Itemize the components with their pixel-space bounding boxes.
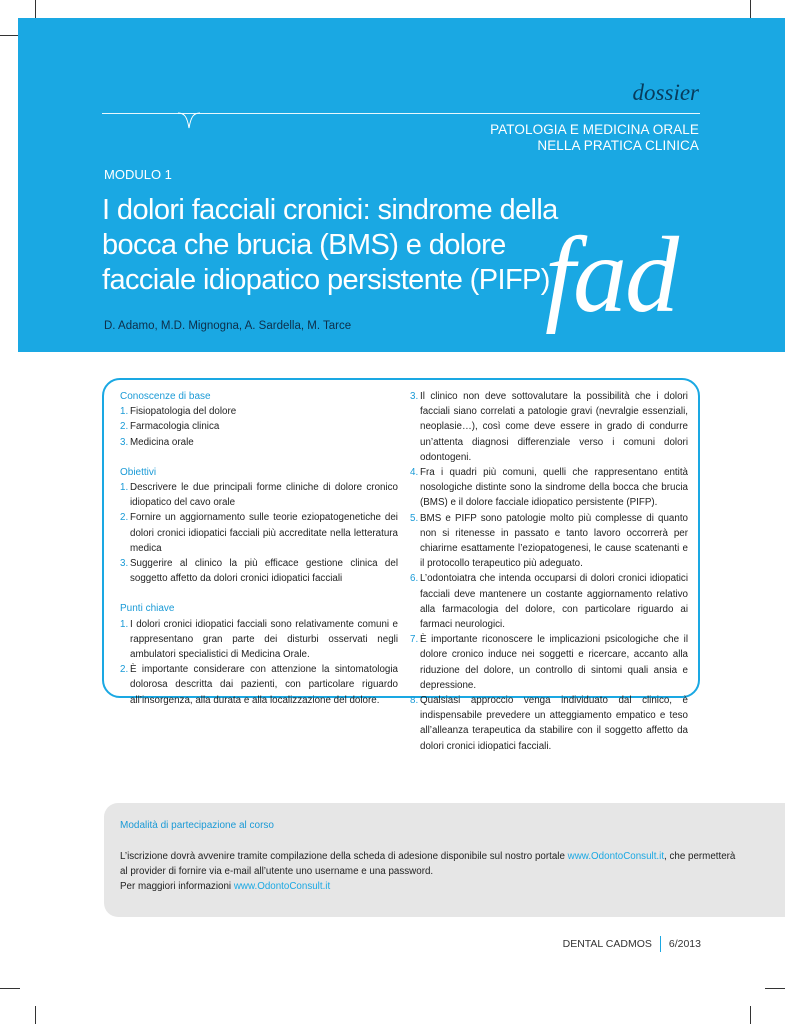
section-conoscenze	[120, 389, 398, 450]
item-number: 7.	[410, 634, 419, 646]
item-text: I dolori cronici idiopatici facciali sono relativamente comuni e rappresentano gran parte dei disturbi osservati negli ambulatori specialistici di Medicina Orale.	[130, 618, 398, 661]
item-number: 3.	[120, 558, 129, 570]
list-item	[120, 556, 398, 586]
journal-issue: 6/2013	[668, 938, 701, 950]
chevron-down-icon	[178, 108, 200, 130]
item-number: 2.	[120, 512, 129, 524]
rubric-line: NELLA PRATICA CLINICA	[537, 138, 699, 153]
section-obiettivi	[120, 465, 398, 587]
item-text: Medicina orale	[130, 436, 194, 448]
list-item	[410, 511, 688, 572]
authors: D. Adamo, M.D. Mignogna, A. Sardella, M. Tarce	[104, 320, 352, 332]
participation-line	[120, 879, 740, 894]
list-item	[120, 510, 398, 556]
item-text: BMS e PIFP sono patologie molto più complesse di quanto non si ritenesse in passato e tanto lavoro occorrerà per chiarirne esattamente l’eziopatogenesi, le cause scatenanti e il protocollo terapeutico più adeguato.	[420, 512, 688, 570]
list-item	[120, 404, 398, 419]
participation-title: Modalità di partecipazione al corso	[120, 820, 274, 831]
list-item	[120, 419, 398, 434]
crop-mark	[765, 988, 785, 989]
journal-separator	[660, 936, 661, 952]
participation-text	[120, 849, 740, 895]
odontoconsult-link[interactable]: www.OdontoConsult.it	[567, 851, 665, 862]
journal-footer	[563, 936, 701, 952]
item-number: 4.	[410, 467, 419, 479]
item-number: 5.	[410, 512, 419, 524]
item-number: 2.	[120, 664, 129, 676]
list-item	[410, 571, 688, 632]
item-number: 1.	[120, 482, 129, 494]
item-number: 8.	[410, 695, 419, 707]
title-line: I dolori facciali cronici: sindrome della	[102, 194, 558, 226]
item-text: Suggerire al clinico la più efficace gestione clinica del soggetto affetto da dolori cronici idiopatici facciali	[130, 558, 398, 585]
item-number: 1.	[120, 406, 129, 418]
participation-text-segment: L’iscrizione dovrà avvenire tramite compilazione della scheda di adesione disponibile sul nostro portale	[120, 851, 568, 862]
summary-right-column	[410, 389, 688, 754]
crop-mark	[750, 0, 751, 18]
item-number: 3.	[410, 391, 419, 402]
item-text: Fra i quadri più comuni, quelli che rappresentano entità nosologiche distinte sono la sindrome della bocca che brucia (BMS) e il dolore facciale idiopatico persistente (PIFP).	[420, 467, 688, 509]
list-item	[410, 389, 688, 465]
crop-mark	[0, 988, 20, 989]
title-line: facciale idiopatico persistente (PIFP)	[102, 264, 550, 296]
fad-logo: fad	[545, 216, 678, 335]
section-punti-chiave	[120, 601, 398, 707]
journal-name: DENTAL CADMOS	[562, 938, 652, 950]
list-item	[120, 617, 398, 663]
item-text: Fornire un aggiornamento sulle teorie eziopatogenetiche dei dolori cronici idiopatici facciali più accreditate nella letteratura medica	[130, 512, 398, 554]
participation-text-segment: Per maggiori informazioni	[120, 881, 234, 893]
module-label: MODULO 1	[104, 167, 172, 182]
list-item	[410, 632, 688, 693]
list-item	[410, 465, 688, 511]
item-number: 2.	[120, 421, 129, 433]
participation-line: al provider di fornire via e-mail all’utente uno username e una password.	[120, 866, 434, 878]
crop-mark	[750, 1006, 751, 1024]
section-label: dossier	[632, 80, 699, 105]
list-item	[120, 662, 398, 708]
summary-left-column	[120, 389, 398, 723]
list-item	[120, 480, 398, 510]
rubric-heading	[490, 122, 699, 154]
item-text: È importante riconoscere le implicazioni psicologiche che il dolore cronico induce nei soggetti e ricercare, accanto alla riduzione del dolore, un controllo di sintomi quali ansia e depressione.	[420, 634, 688, 691]
list-item	[410, 693, 688, 754]
article-title	[102, 193, 572, 298]
odontoconsult-link[interactable]: www.OdontoConsult.it	[233, 881, 331, 893]
section-title: Conoscenze di base	[120, 391, 211, 402]
item-text: L’odontoiatra che intenda occuparsi di dolori cronici idiopatici facciali deve mantenere un costante aggiornamento relativo alla farmacologia del dolore, con particolare riguardo ai farmaci neurologici.	[420, 573, 688, 631]
item-number: 3.	[120, 436, 129, 448]
item-text: È importante considerare con attenzione la sintomatologia dolorosa descritta dai pazienti, con particolare riguardo all’insorgenza, alla durata e alla localizzazione del dolore.	[130, 664, 398, 706]
crop-mark	[35, 0, 36, 18]
rubric-line: PATOLOGIA E MEDICINA ORALE	[490, 122, 699, 137]
item-text: Descrivere le due principali forme cliniche di dolore cronico idiopatico del cavo orale	[130, 482, 398, 509]
title-line: bocca che brucia (BMS) e dolore	[102, 229, 506, 261]
item-text: Fisiopatologia del dolore	[130, 406, 237, 418]
participation-text-segment: , che permetterà	[664, 851, 736, 862]
item-text: Qualsiasi approccio venga individuato dal clinico, è indispensabile prevedere un atteggiamento empatico e teso all’alleanza terapeutica da stabilire con il soggetto affetto da dolori cronici idiopatici facciali.	[420, 695, 688, 752]
item-text: Farmacologia clinica	[130, 421, 220, 433]
section-title: Obiettivi	[120, 466, 157, 478]
item-number: 6.	[410, 573, 419, 585]
participation-line	[120, 849, 740, 864]
crop-mark	[35, 1006, 36, 1024]
crop-mark	[0, 35, 20, 36]
list-item	[120, 435, 398, 450]
item-number: 1.	[120, 618, 129, 630]
item-text: Il clinico non deve sottovalutare la possibilità che i dolori facciali siano correlati a patologie gravi (nevralgie essenziali, neoplasie…), così come deve essere in grado di condurre un’attenta diagnosi differenziale verso i comuni dolori odontogeni.	[420, 391, 688, 463]
section-title: Punti chiave	[120, 603, 175, 615]
